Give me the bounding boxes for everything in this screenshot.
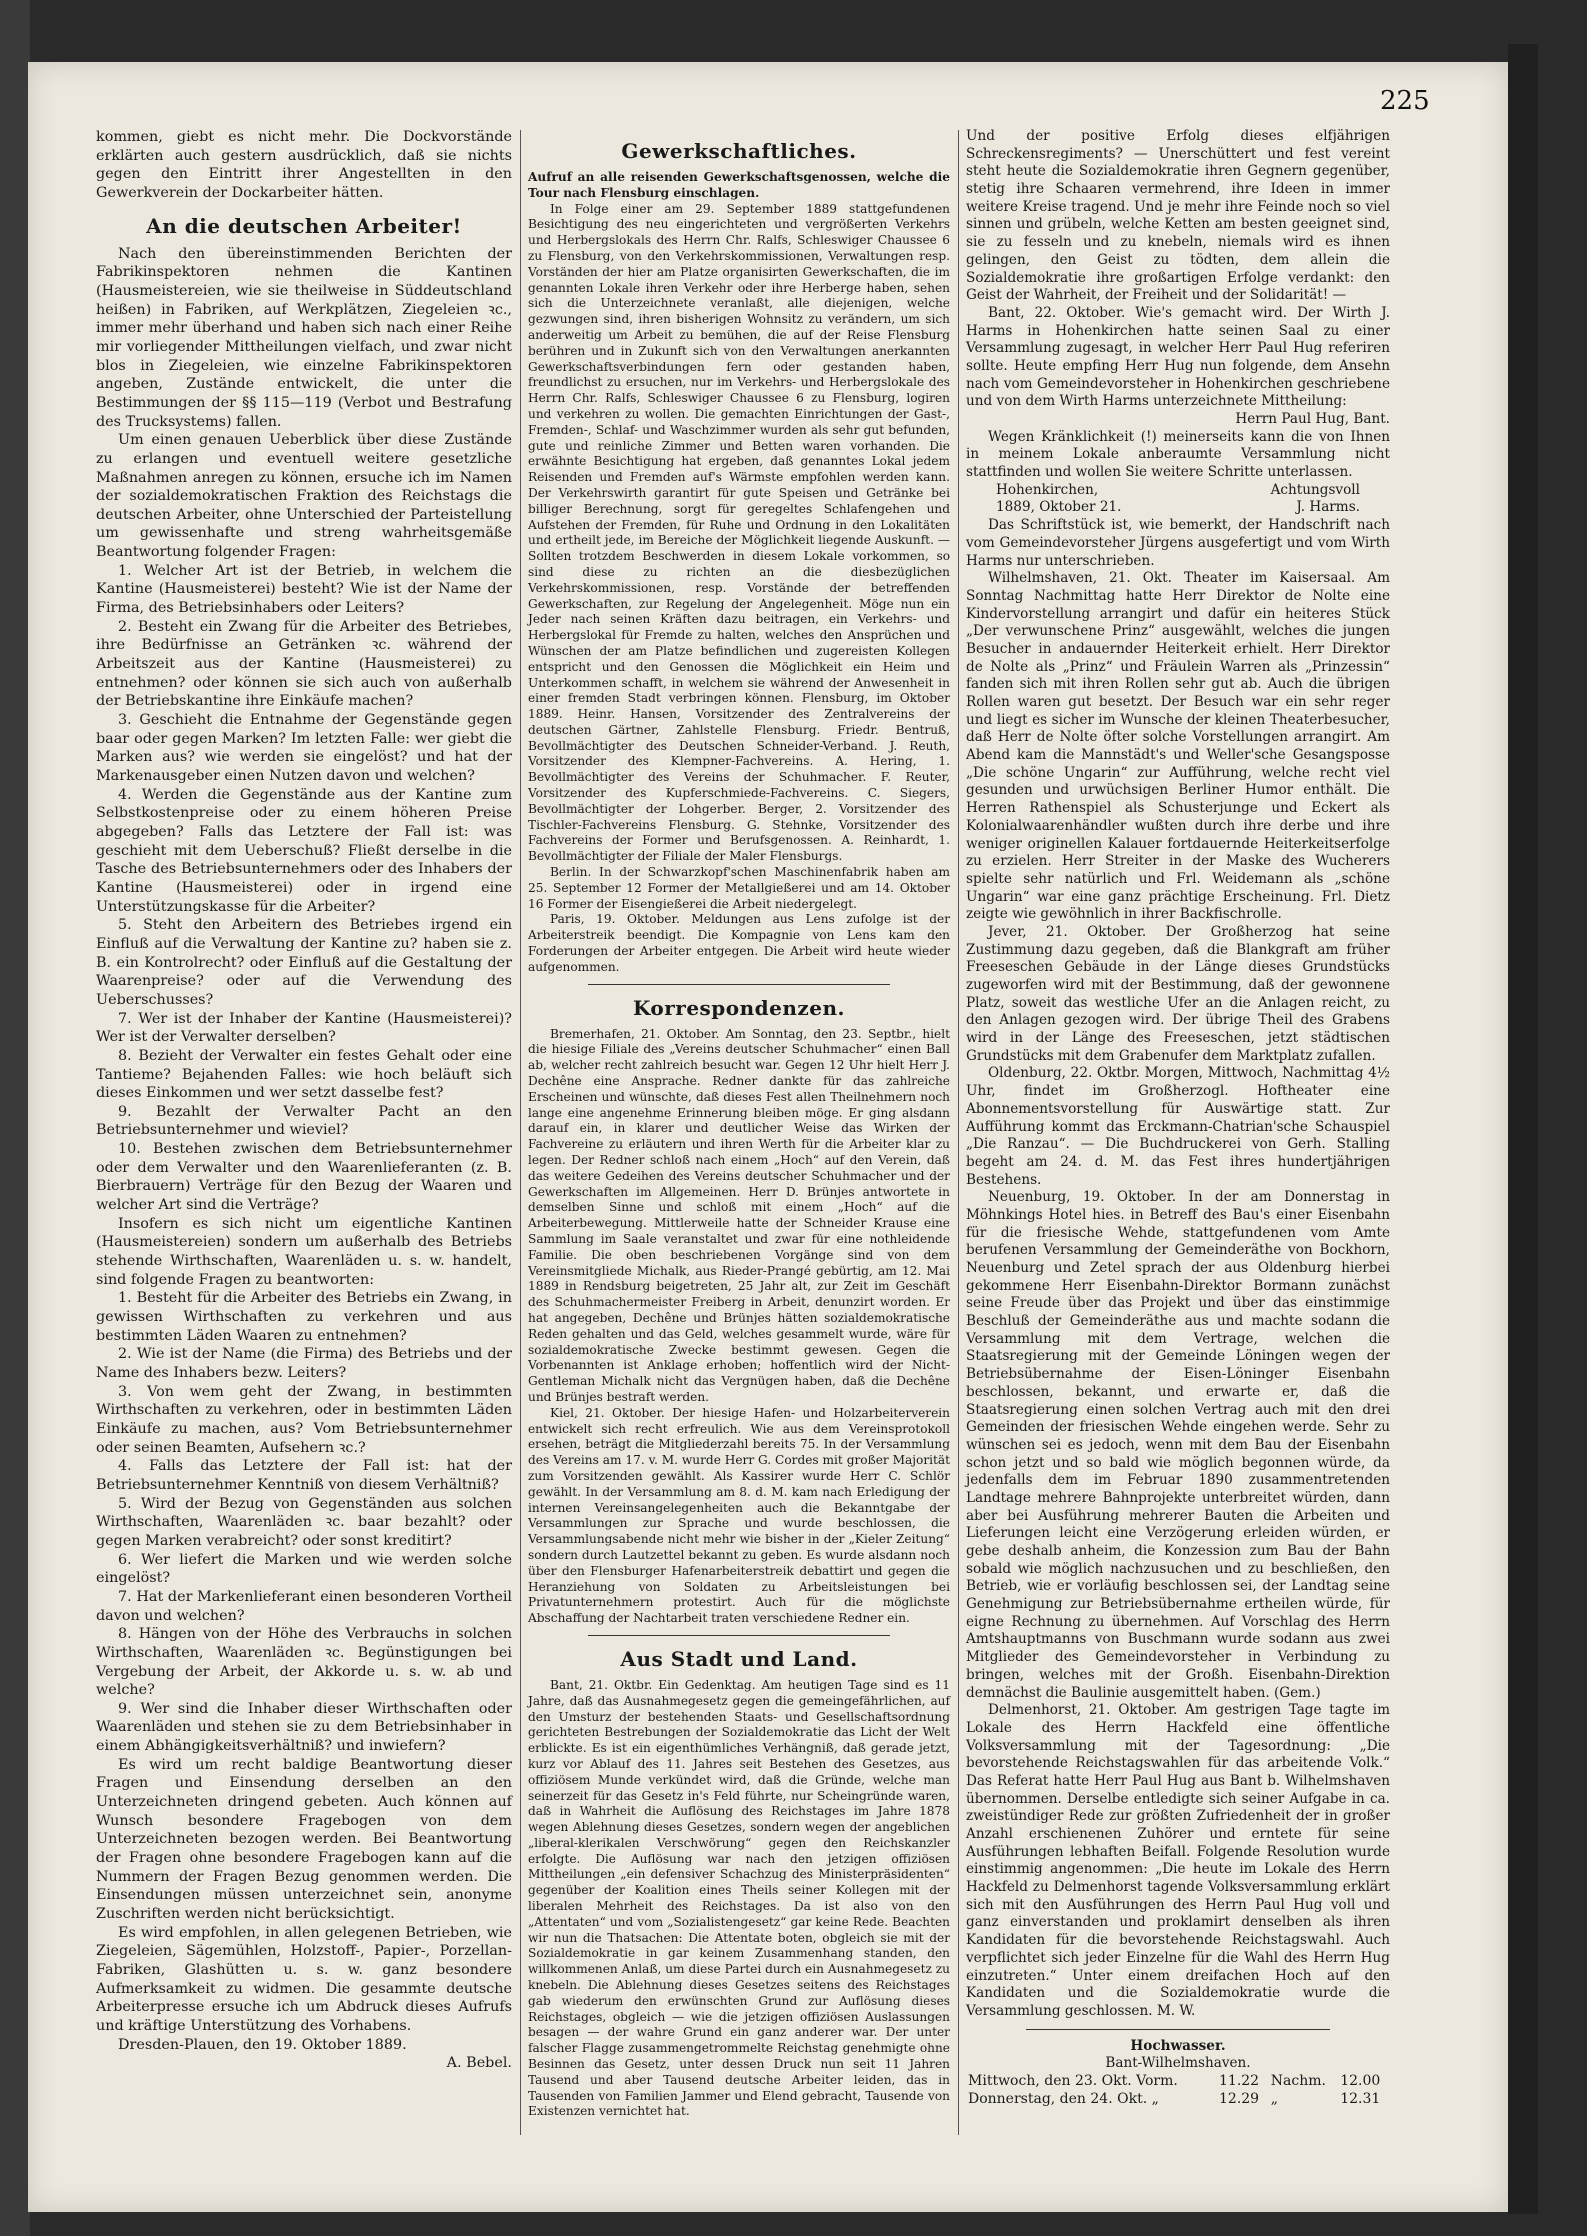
paragraph: Es wird empfohlen, in allen gelegenen Betrieben, wie Ziegeleien, Sägemühlen, Holzstoff-, Papier-, Porzellan-Fabriken, Glashütten u. s. w. ganz besondere Aufmerksamkeit zu widmen. Die gesammte deutsche Arbeiterpresse ersuche ich um Abdruck dieses Aufrufs und kräftige Unterstützung des Vorhabens. [96,1924,512,2034]
book-spine [0,0,30,2236]
tide-time: 12.00 [1340,2072,1381,2089]
question-item: 2. Wie ist der Name (die Firma) des Betriebs und der Name des Inhabers bezw. Leiters? [96,1346,512,1381]
question-item: 6. Wer liefert die Marken und wie werden solche eingelöst? [96,1551,512,1587]
letter-date: 1889, Oktober 21. [996,499,1122,516]
paragraph: In Folge einer am 29. September 1889 stattgefundenen Besichtigung des neu eingerichteten und vergrößerten Verkehrs und Herbergslokals des Herrn Chr. Ralfs, Schleswiger Chaussee 6 zu Flensburg, von den Verkehrskommissionen, Verwaltungen resp. Vorständen der hier am Platze organisirten Gewerkschaften, die im genannten Lokale ihren Verkehr oder ihre Herberge haben, sehen sich die Unterzeichnete veranlaßt, alle diejenigen, welche gezwungen sind, ihren bisherigen Wohnsitz zu verändern, um sich anderweitig um Arbeit zu bemühen, die auf der Reise Flensburg berühren und in Zukunft sich von den Verwaltungen anerkannten Gewerkschaftsverbindungen fern oder gestanden haben, freundlichst zu ersuchen, nur im Verkehrs- und Herbergslokale des Herrn Chr. Ralfs, Schleswiger Chaussee 6 zu Flensburg, logiren und verkehren zu wollen. Die gemachten Einrichtungen der Gast-, Fremden-, Schlaf- und Waschzimmer wurden als sehr gut befunden, gute und reinliche Zimmer und Betten waren vorhanden. Die erwähnte Besichtigung hat ergeben, daß genanntes Lokal jedem Reisenden und Fremden auf's Wärmste empfohlen werden kann. Der Verkehrswirth garantirt für gute Speisen und Getränke bei billiger Berechnung, sorgt für geregeltes Schlafengehen und Aufstehen der Fremden, für Ruhe und Ordnung in den Lokalitäten und ertheilt jede, im Bereiche der Möglichkeit liegende Auskunft. — Sollten trotzdem Beschwerden in diesem Lokale vorkommen, so sind diese zu richten an die diesbezüglichen Verkehrskommissionen, resp. Vorstände der betreffenden Gewerkschaften, zur Regelung der Angelegenheit. Möge nun ein Jeder nach seinen Kräften dazu beitragen, ein Verkehrs- und Herbergslokal für Fremde zu halten, welches den Ansprüchen und Wünschen der am Platze befindlichen und zugereisten Kollegen entspricht und den Genossen die Möglichkeit ein Heim und Unterkommen schafft, in welchem sie während der Anwesenheit in einer fremden Stadt verbringen können. Flensburg, im Oktober 1889. Heinr. Hansen, Vorsitzender des Zentralvereins der deutschen Gärtner, Zahlstelle Flensburg. Friedr. Bentruß, Bevollmächtigter des Deutschen Schneider-Verband. J. Reuth, Vorsitzender des Klempner-Fachvereins. A. Hering, 1. Bevollmächtigter des Vereins der Schuhmacher. F. Reuter, Vorsitzender des Kupferschmiede-Fachvereins. C. Siegers, Bevollmächtigter der Lohgerber. Berger, 2. Vorsitzender des Tischler-Fachvereins Flensburg. G. Stehnke, Vorsitzender des Fachvereins der Former und Berufsgenossen. A. Reinhardt, 1. Bevollmächtigter der Filiale der Maler Flensburgs. [528,201,950,864]
table-row [966,2073,1390,2091]
question-item: 7. Wer ist der Inhaber der Kantine (Hausmeisterei)? Wer ist der Verwalter derselben? [96,1010,512,1046]
signature: A. Bebel. [446,2055,512,2072]
tide-time: 11.22 [1219,2072,1260,2089]
question-item: 8. Bezieht der Verwalter ein festes Gehalt oder eine Tantieme? Bejahenden Falles: wie hoch beläuft sich dieses Einkommen und wer setzt dasselbe fest? [96,1047,512,1102]
paragraph: Neuenburg, 19. Oktober. In der am Donnerstag in Möhnkings Hotel hies. in Betreff des Bau's einer Eisenbahn für die friesische Wehde, stattgefundenen vom Amte berufenen Versammlung der Gemeinderäthe von Bockhorn, Neuenburg und Zetel sprach der aus Oldenburg hierbei gekommene Herr Eisenbahn-Direktor Bormann zunächst seine Freude über das Projekt und über das einstimmige Beschluß der Gemeinderäthe aus und machte sodann die Versammlung mit dem Vertrage, welchen die Staatsregierung mit der Gemeinde Löningen wegen der Betriebsübernahme der Eisen-Löninger Eisenbahn beschlossen, bekannt, und erwarte er, daß die Staatsregierung einen solchen Vertrag auch mit den drei Gemeinden der friesischen Wehde eingehen werde. Sehr zu wünschen sei es jedoch, wenn mit dem Bau der Eisenbahn schon jetzt und so bald wie möglich begonnen würde, da jedenfalls dem im Februar 1890 zusammentretenden Landtage mehrere Bahnprojekte unterbreitet würden, dann aber bei Ausführung mehrerer Bauten die Arbeiten und Lieferungen leicht eine Verzögerung erleiden würden, er gebe deshalb anheim, die Konzession zum Bau der Bahn sobald wie möglich nachzusuchen und zu beschließen, den Betrieb, wie er vorläufig beschlossen sei, der Landtag seine Genehmigung zur Betriebsübernahme ertheilen würde, für eigne Rechnung zu übernehmen. Auf Vorschlag des Herrn Amtshauptmanns von Buschmann wurde sodann aus zwei Mitglieder des Gemeindevorsteher in Verbindung zu bringen, welches mit der Großh. Eisenbahn-Direktion demnächst die Baulinie ausgemittelt haben. (Gem.) [966,1189,1390,1701]
question-item: 1. Welcher Art ist der Betrieb, in welchem die Kantine (Hausmeisterei) besteht? Wie ist der Name der Firma, des Betriebsinhabers oder Leiters? [96,562,512,617]
tide-heading: Hochwasser. [1130,2037,1226,2054]
paragraph: Oldenburg, 22. Oktbr. Morgen, Mittwoch, Nachmittag 4½ Uhr, findet im Großherzogl. Hoftheater eine Abonnementsvorstellung für Auswärtige statt. Zur Aufführung kommt das Erckmann-Chatrian'sche Schauspiel „Die Ranzau“. — Die Buchdruckerei von Gerh. Stalling begeht am 24. d. M. das Fest ihres hundertjährigen Bestehens. [966,1065,1390,1188]
divider [1026,2029,1330,2030]
column-2 [528,128,950,2120]
paragraph: Bant, 21. Oktbr. Ein Gedenktag. Am heutigen Tage sind es 11 Jahre, daß das Ausnahmegesetz gegen die gemeingefährlichen, auf den Umsturz der bestehenden Staats- und Gesellschaftsordnung gerichteten Bestrebungen der Sozialdemokratie das Licht der Welt erblickte. Es ist ein eigenthümliches Verhängniß, daß gerade jetzt, kurz vor Ablauf des 11. Jahres seit Bestehen des Gesetzes, aus offiziösem Munde verkündet wird, daß die Gründe, welche man seinerzeit für das Gesetz in's Feld führte, nur Scheingründe waren, daß in Wahrheit die Auflösung des Reichstages im Jahre 1878 wegen Ablehnung dieses Gesetzes, sondern wegen der angeblichen „liberal-klerikalen Verschwörung“ gegen den Reichskanzler erfolgte. Die Auflösung war nach den jetzigen offiziösen Mittheilungen „ein defensiver Schachzug des Ministerpräsidenten“ gegenüber der Koalition eines Theils seiner Kollegen mit der liberalen Mehrheit des Reichstages. Da ist also von den „Attentaten“ und vom „Sozialistengesetz“ gar keine Rede. Beachten wir nun die Thatsachen: Die Attentate boten, obgleich sie mit der Sozialdemokratie in gar keinem Zusammenhang standen, den willkommenen Anlaß, um diese Partei durch ein Ausnahmegesetz zu knebeln. Die Ablehnung dieses Gesetzes seitens des Reichstages gab wiederum den erwünschten Grund zur Auflösung dieses Reichstages, obgleich — wie die jetzigen offiziösen Auslassungen besagen — der wahre Grund ein ganz anderer war. Der unter falscher Flagge zusammengetrommelte Reichstag genehmigte ohne Besinnen das Gesetz, unter dessen Druck nun seit 11 Jahren Tausend und aber Tausend deutsche Arbeiter leiden, das in Tausenden von Familien Jammer und Elend gebracht, Tausende von Existenzen vernichtet hat. [528,1677,950,2119]
paragraph: Bremerhafen, 21. Oktober. Am Sonntag, den 23. Septbr., hielt die hiesige Filiale des „Vereins deutscher Schuhmacher“ einen Ball ab, welcher recht zahlreich besucht war. Gegen 12 Uhr hielt Herr J. Dechêne eine Ansprache. Redner dankte für das zahlreiche Erscheinen und wünschte, daß dieses Fest allen Theilnehmern noch lange eine angenehme Erinnerung bleiben möge. Er ging alsdann darauf ein, in klarer und deutlicher Weise das Wirken der Fachvereine zu erläutern und ihren Werth für die Arbeiter klar zu legen. Der Redner schloß nach einem „Hoch“ auf den Verein, daß das weitere Gedeihen des Vereins deutscher Schuhmacher und der Gewerkschaften im Allgemeinen. Herr D. Brünjes antwortete in demselben Sinne und schloß mit einem „Hoch“ auf die Arbeiterbewegung. Mittlerweile hatte der Schneider Krause eine Sammlung im Saale veranstaltet und zwar für eine nothleidende Familie. Die oben beschriebenen Vorgänge sind von dem Vereinsmitgliede Michalk, aus Rieder-Prangé gebürtig, am 12. Mai 1889 in Rendsburg beigetreten, 25 Jahr alt, zur Zeit im Geschäft des Schuhmachermeister Freiberg in Arbeit, denunzirt worden. Er hat angegeben, Dechêne und Brünjes hätten sozialdemokratische Reden gehalten und das Geld, welches gesammelt wurde, wäre für sozialdemokratische Zwecke bestimmt gewesen. Gegen die Vorbenannten ist Anklage erhoben; hoffentlich wird der Nicht-Gentleman Michalk nicht das Vergnügen haben, daß die Dechêne und Brünjes bestraft werden. [528,1026,950,1404]
paragraph: Wilhelmshaven, 21. Okt. Theater im Kaisersaal. Am Sonntag Nachmittag hatte Herr Direktor de Nolte eine Kindervorstellung arrangirt und dafür ein heiteres Stück „Der verwunschene Prinz“ ausgewählt, welches die jungen Besucher in andauernder Heiterkeit erhielt. Herr Direktor de Nolte als „Prinz“ und Fräulein Warren als „Prinzessin“ fanden sich mit ihren Rollen sehr gut ab. Auch die übrigen Rollen waren gut besetzt. Der Besuch war ein sehr reger und liegt es sicher im Wunsche der kleinen Theaterbesucher, daß Herr de Nolte öfter solche Vorstellungen arrangirt. Am Abend kam die Mannstädt's und Weller'sche Gesangsposse „Die schöne Ungarin“ zur Aufführung, welche recht viel gesunden und urwüchsigen Berliner Humor enthält. Die Herren Rathenspiel als Schusterjunge und Eckert als Kolonialwaarenhändler wußten durch ihre derbe und ihre weniger originellen Kalauer fortdauernde Heiterkeitserfolge zu erzielen. Herr Streiter in der Maske des Wucherers spielte sehr natürlich und Frl. Weidemann als „schöne Ungarin“ war eine ganz prächtige Erscheinung. Frl. Dietz zeigte wie gewöhnlich in ihrer Backfischrolle. [966,570,1390,923]
column-3 [966,128,1390,2108]
question-item: 7. Hat der Markenlieferant einen besonderen Vortheil davon und welchen? [96,1588,512,1624]
tide-day: Donnerstag, den 24. Okt. „ [968,2090,1159,2107]
paragraph: Nach den übereinstimmenden Berichten der Fabrikinspektoren nehmen die Kantinen (Hausmeistereien, wie sie theilweise in Süddeutschland heißen) in Fabriken, auf Werkplätzen, Ziegeleien ꝛc., immer mehr überhand und haben sich nach einer Reihe mir vorliegender Mittheilungen vielfach, und zwar nicht blos in Ziegeleien, wie einzelne Fabrikinspektoren angeben, Zustände entwickelt, die unter die Bestimmungen der §§ 115—119 (Verbot und Bestrafung des Trucksystems) fallen. [96,245,512,430]
column-rule [520,130,521,2135]
question-item: 5. Wird der Bezug von Gegenständen aus solchen Wirthschaften, Waarenläden ꝛc. baar bezahlt? oder gegen Marken verabreicht? oder sonst kreditirt? [96,1495,512,1549]
paragraph: Jever, 21. Oktober. Der Großherzog hat seine Zustimmung dazu gegeben, daß die Blankgraft am früher Freeseschen Gebäude in der Länge dieses Grundstücks zugeworfen wird mit der Bestimmung, daß der gewonnene Platz, soweit das westliche Ufer an die Anlagen reicht, zu den Anlagen gezogen wird. Der übrige Theil des Grabens wird in der Länge des Freeseschen, jetzt städtischen Grundstücks mit dem Grabenufer dem Marktplatz zufallen. [966,923,1390,1064]
letter-recipient: Herrn Paul Hug, Bant. [1235,411,1390,427]
article-heading: An die deutschen Arbeiter! [146,213,462,238]
paragraph: Kiel, 21. Oktober. Der hiesige Hafen- und Holzarbeiterverein entwickelt sich recht erfreulich. Wie aus dem Vereinsprotokoll ersehen, beträgt die Mitgliederzahl bereits 75. In der Versammlung des Vereins am 17. v. M. wurde Herr G. Cordes mit großer Majorität zum Vorsitzenden gewählt. Als Kassirer wurde Herr C. Schlör gewählt. In der Versammlung am 8. d. M. kam nach Erledigung der internen Vereinsangelegenheiten auch die Bekanntgabe der Versammlungen zur Sprache und wurde beschlossen, die Versammlungsabende nicht mehr wie bisher in der „Kieler Zeitung“ sondern durch Lautzettel bekannt zu geben. Es wurde alsdann noch über den Flensburger Hafenarbeiterstreik debattirt und gegen die Heranziehung von Soldaten zu Arbeitsleistungen bei Privatunternehmern protestirt. Auch für die möglichste Abschaffung der Nachtarbeit traten verschiedene Redner ein. [528,1405,950,1626]
tide-day: Mittwoch, den 23. Okt. Vorm. [968,2072,1178,2089]
paragraph: Das Schriftstück ist, wie bemerkt, der Handschrift nach vom Gemeindevorsteher Jürgens ausgefertigt und vom Wirth Harms nur unterschrieben. [966,517,1390,569]
subheading: Aufruf an alle reisenden Gewerkschaftsgenossen, welche die Tour nach Flensburg einschlagen. [528,170,950,200]
question-item: 3. Geschieht die Entnahme der Gegenstände gegen baar oder gegen Marken? Im letzten Falle: wer giebt die Marken aus? wie werden sie eingelöst? und hat der Markenausgeber einen Nutzen davon und welchen? [96,712,512,784]
tide-place: Bant-Wilhelmshaven. [1105,2055,1251,2072]
paragraph: Delmenhorst, 21. Oktober. Am gestrigen Tage tagte im Lokale des Herrn Hackfeld eine öffentliche Volksversammlung mit der Tagesordnung: „Die bevorstehende Reichstagswahlen für das arbeitende Volk.“ Das Referat hatte Herr Paul Hug aus Bant b. Wilhelmshaven übernommen. Derselbe entledigte sich seiner Aufgabe in ca. zweistündiger Rede zur größten Zufriedenheit der in großer Anzahl erschienenen Zuhörer und erntete für seine Ausführungen lebhaften Beifall. Folgende Resolution wurde einstimmig angenommen: „Die heute im Lokale des Herrn Hackfeld zu Delmenhorst tagende Volksversammlung erklärt sich mit den Ausführungen des Herrn Paul Hug voll und ganz einverstanden und proklamirt denselben als ihren Kandidaten für die bevorstehende Reichstagswahl. Auch verpflichtet sich jeder Einzelne für die Wahl des Herrn Hug einzutreten.“ Unter einem dreifachen Hoch auf den Kandidaten und die Sozialdemokratie wurde die Versammlung geschlossen. M. W. [966,1702,1390,2019]
paragraph: Berlin. In der Schwarzkopf'schen Maschinenfabrik haben am 25. September 12 Former der Metallgießerei und am 14. Oktober 16 Former der Eisengießerei die Arbeit niedergelegt. [528,865,950,911]
question-item: 3. Von wem geht der Zwang, in bestimmten Wirthschaften zu verkehren, oder in bestimmten Läden Einkäufe zu machen, aus? Vom Betriebsunternehmer oder seinen Beamten, Aufsehern ꝛc.? [96,1383,512,1456]
question-item: 5. Steht den Arbeitern des Betriebes irgend ein Einfluß auf die Verwaltung der Kantine zu? haben sie z. B. ein Kontrolrecht? oder Einfluß auf die Gestaltung der Waarenpreise? oder auf die Verwendung des Ueberschusses? [96,917,512,1008]
tide-time: 12.29 [1219,2090,1260,2107]
divider [588,984,890,985]
column-1 [96,128,512,2073]
section-heading: Aus Stadt und Land. [620,1646,858,1671]
letter-closing [966,499,1390,517]
page-edge [1508,44,1538,2214]
table-row [966,2091,1390,2109]
tide-label: „ [1270,2090,1279,2107]
paragraph: Bant, 22. Oktober. Wie's gemacht wird. Der Wirth J. Harms in Hohenkirchen hatte seinen Saal zu einer Versammlung zugesagt, in welcher Herr Paul Hug referiren sollte. Heute empfing Herr Hug nun folgende, dem Ansehn nach vom Gemeindevorsteher in Hohenkirchen geschriebene und von dem Wirth Harms unterzeichnete Mittheilung: [966,304,1390,410]
letter-closing [966,482,1390,500]
letter-signature: J. Harms. [1296,499,1360,516]
section-heading: Gewerkschaftliches. [621,139,857,163]
question-item: 8. Hängen von der Höhe des Verbrauchs in solchen Wirthschaften, Waarenläden ꝛc. Begünstigungen bei Vergebung der Arbeit, der Akkorde u. s. w. ab und welche? [96,1626,512,1699]
paragraph: Insofern es sich nicht um eigentliche Kantinen (Hausmeistereien) sondern um außerhalb des Betriebs stehende Wirthschaften, Waarenläden u. s. w. handelt, sind folgende Fragen zu beantworten: [96,1215,512,1288]
section-heading: Korrespondenzen. [632,995,846,1020]
question-item: 4. Falls das Letztere der Fall ist: hat der Betriebsunternehmer Kenntniß von diesem Verhältniß? [96,1458,512,1493]
question-item: 1. Besteht für die Arbeiter des Betriebs ein Zwang, in gewissen Wirthschaften zu verkehren und aus bestimmten Läden Waaren zu entnehmen? [96,1290,512,1344]
letter-body: Wegen Kränklichkeit (!) meinerseits kann die von Ihnen in meinem Lokale anberaumte Versammlung nicht stattfinden und wollen Sie weitere Schritte unterlassen. [966,428,1390,481]
divider [588,1635,890,1636]
paragraph: Um einen genauen Ueberblick über diese Zustände zu erlangen und eventuell weitere gesetzliche Maßnahmen anregen zu können, ersuche ich im Namen der sozialdemokratischen Fraktion des Reichstags die deutschen Arbeiter, ohne Unterschied der Parteistellung um gewissenhafte und streng wahrheitsgemäße Beantwortung folgender Fragen: [96,432,512,561]
question-item: 4. Werden die Gegenstände aus der Kantine zum Selbstkostenpreise oder zu einem höheren Preise abgegeben? Falls das Letztere der Fall ist: was geschieht mit dem Ueberschuß? Fließt derselbe in die Tasche des Betriebsunternehmers oder des Inhabers der Kantine (Hausmeisterei) oder in irgend eine Unterstützungskasse für die Arbeiter? [96,786,512,915]
tide-label: Nachm. [1270,2072,1326,2089]
paragraph: Paris, 19. Oktober. Meldungen aus Lens zufolge ist der Arbeiterstreik beendigt. Die Kompagnie von Lens kam den Forderungen der Arbeiter entgegen. Die Arbeit wird heute wieder aufgenommen. [528,912,950,974]
intro-paragraph: kommen, giebt es nicht mehr. Die Dockvorstände erklärten auch gestern ausdrücklich, daß sie nichts gegen den Eintritt ihrer Angestellten in den Gewerkverein der Dockarbeiter hätten. [96,129,512,201]
question-item: 2. Besteht ein Zwang für die Arbeiter des Betriebes, ihre Bedürfnisse an Getränken ꝛc. während der Arbeitszeit aus der Kantine (Hausmeisterei) zu entnehmen? oder können sie sich auch von außerhalb der Betriebskantine ihre Einkäufe machen? [96,618,512,710]
question-item: 9. Bezahlt der Verwalter Pacht an den Betriebsunternehmer und wieviel? [96,1103,512,1139]
paragraph: Es wird um recht baldige Beantwortung dieser Fragen und Einsendung derselben an den Unterzeichneten dringend gebeten. Auch können auf Wunsch besondere Fragebogen von dem Unterzeichneten bezogen werden. Bei Beantwortung der Fragen ohne besondere Fragebogen kann auf die Nummern der Fragen Bezug genommen werden. Die Einsendungen müssen unterzeichnet sein, anonyme Zuschriften werden nicht berücksichtigt. [96,1756,512,1923]
question-item: 10. Bestehen zwischen dem Betriebsunternehmer oder dem Verwalter und den Waarenlieferanten (z. B. Bierbrauern) Verträge für den Bezug der Waaren und welcher Art sind die Verträge? [96,1141,512,1214]
tide-time: 12.31 [1340,2090,1381,2107]
tide-table [966,2073,1390,2108]
page-number: 225 [1380,86,1430,116]
paragraph: Und der positive Erfolg dieses elfjährigen Schreckensregiments? — Unerschüttert und fest vereint steht heute die Sozialdemokratie ihren Gegnern gegenüber, stetig ihre Schaaren vermehrend, ihre Ideen in immer weitere Kreise tragend. Und je mehr ihre Feinde noch so viel sinnen und grübeln, welche Ketten am besten geeignet sind, sie zu fesseln und zu knebeln, niemals wird es ihnen gelingen, den Geist zu tödten, dem allein die Sozialdemokratie ihre großartigen Erfolge verdankt: den Geist der Wahrheit, der Freiheit und der Solidarität! — [966,128,1390,304]
dateline: Dresden-Plauen, den 19. Oktober 1889. [118,2036,407,2053]
letter-greeting: Achtungsvoll [1270,481,1360,498]
question-item: 9. Wer sind die Inhaber dieser Wirthschaften oder Waarenläden und stehen sie zu dem Betriebsinhaber in einem Abhängigkeitsverhältniß? und inwiefern? [96,1700,512,1755]
letter-place: Hohenkirchen, [996,481,1099,498]
column-rule [958,130,959,2135]
